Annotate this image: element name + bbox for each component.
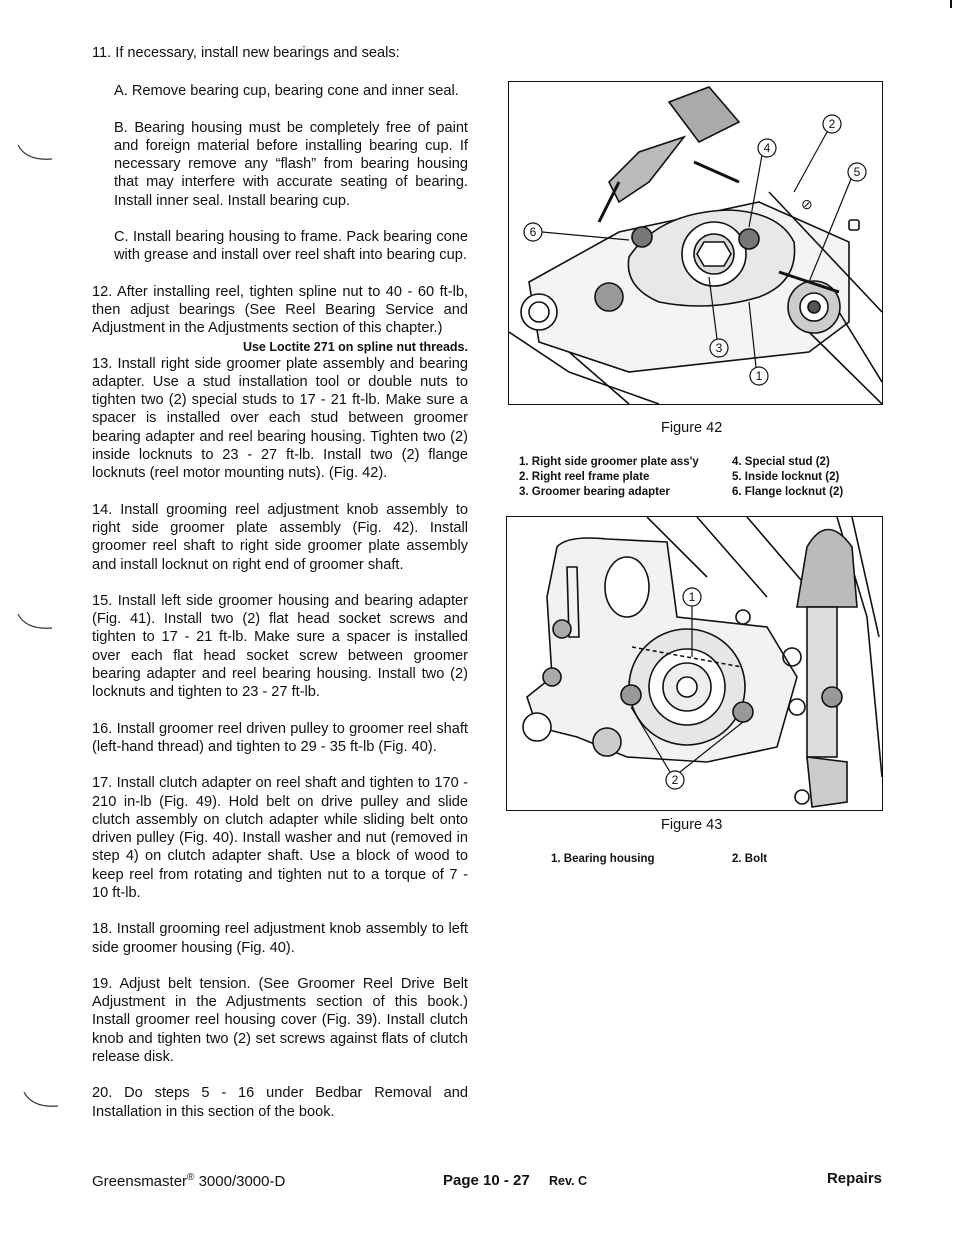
step-20: 20. Do steps 5 - 16 under Bedbar Removal and Installation in this section of the book. <box>92 1085 468 1120</box>
step-17: 17. Install clutch adapter on reel shaft and tighten to 170 - 210 in-lb (Fig. 49). Hold belt on drive pulley and slide clutch assembly on clutch adapter while sliding belt onto driven pulley (Fig. 40). Install washer and nut (removed in step 4) on clutch adapter shaft. Use a block of wood to keep reel from rotating and tighten nut to a torque of 7 - 10 ft-lb. <box>92 775 468 901</box>
fig42-legend-item: 2. Right reel frame plate <box>519 471 650 483</box>
registered-mark: ® <box>187 1172 195 1183</box>
footer-revision: Rev. C <box>549 1174 587 1188</box>
footer-product-name <box>92 1172 285 1190</box>
fig42-legend-item: 5. Inside locknut (2) <box>732 471 840 483</box>
step-16: 16. Install groomer reel driven pulley to groomer reel shaft (left-hand thread) and tighten to 29 - 35 ft-lb (Fig. 40). <box>92 720 468 755</box>
figure-42-caption: Figure 42 <box>661 420 723 436</box>
step-11: 11. If necessary, install new bearings and seals: <box>92 45 400 61</box>
figure-43-legend-left <box>551 852 655 867</box>
procedure-text-column <box>92 44 468 1139</box>
figure-43-illustration <box>506 516 883 811</box>
figure-42-legend-left <box>519 455 699 500</box>
fig43-callout-1: 1 <box>688 590 696 604</box>
groomer-plate-drawing <box>509 82 882 404</box>
fig42-callout-4: 4 <box>763 141 771 155</box>
fig42-callout-1: 1 <box>755 369 763 383</box>
page-edge-mark <box>950 0 952 8</box>
fig42-legend-item: 3. Groomer bearing adapter <box>519 486 670 498</box>
fig42-legend-item: 6. Flange locknut (2) <box>732 486 844 498</box>
footer-section-name: Repairs <box>826 1170 882 1187</box>
loctite-note: Use Loctite 271 on spline nut threads. <box>242 339 468 354</box>
step-12: 12. After installing reel, tighten spline nut to 40 - 60 ft-lb, then adjust bearings (See Reel Bearing Service and Adjustment in the Adjustments section of this chapter.) <box>92 283 468 337</box>
fig42-legend-item: 4. Special stud (2) <box>732 456 830 468</box>
fig43-legend-item: 1. Bearing housing <box>551 853 655 865</box>
fig42-callout-5: 5 <box>853 165 861 179</box>
binder-hole-mark <box>16 612 56 634</box>
binder-hole-mark <box>16 143 56 165</box>
fig42-callout-3: 3 <box>715 341 723 355</box>
step-11a: A. Remove bearing cup, bearing cone and inner seal. <box>114 83 459 100</box>
fig42-legend-item: 1. Right side groomer plate ass'y <box>519 456 699 468</box>
figure-43-caption: Figure 43 <box>661 817 723 833</box>
footer-page-number: Page 10 - 27 <box>443 1172 530 1189</box>
step-11b: B. Bearing housing must be completely free of paint and foreign material before installing bearing cup. If necessary remove any “flash” from bearing housing that may interfere with accurate seating of bearing. Install inner seal. Install bearing cup. <box>114 119 468 209</box>
step-18: 18. Install grooming reel adjustment knob assembly to left side groomer housing (Fig. 40). <box>92 921 468 956</box>
fig43-callout-2: 2 <box>671 773 679 787</box>
step-15: 15. Install left side groomer housing and bearing adapter (Fig. 41). Install two (2) flat head socket screws and tighten to 17 - 21 ft-lb. Make sure a spacer is installed over each flat head socket screw between groomer bearing adapter and reel bearing housing. Install two (2) locknuts and tighten to 23 - 27 ft-lb. <box>92 592 468 701</box>
fig42-callout-2: 2 <box>828 117 836 131</box>
footer-product: Greensmaster <box>92 1173 188 1190</box>
footer-model: 3000/3000-D <box>194 1173 286 1190</box>
binder-hole-mark <box>22 1090 62 1112</box>
fig42-callout-6: 6 <box>529 225 537 239</box>
bearing-housing-drawing <box>507 517 882 810</box>
step-11c: C. Install bearing housing to frame. Pack bearing cone with grease and install over reel shaft into bearing cup. <box>114 229 468 264</box>
fig43-legend-item: 2. Bolt <box>732 853 768 865</box>
figure-42-illustration <box>508 81 883 405</box>
step-14: 14. Install grooming reel adjustment knob assembly to right side groomer plate assembly (Fig. 42). Install groomer reel shaft to right side groomer plate assembly and install locknut on right end of groomer shaft. <box>92 501 468 573</box>
figure-43-legend-right <box>732 852 767 867</box>
svg-text:⊘: ⊘ <box>801 196 813 212</box>
step-13: 13. Install right side groomer plate assembly and bearing adapter. Use a stud installation tool or double nuts to tighten two (2) special studs to 17 - 21 ft-lb. Make sure a spacer is installed over each stud between groomer bearing adapter and reel bearing housing. Tighten two (2) inside locknuts to 23 - 27 ft-lb. Install two (2) flange locknuts (reel motor mounting nuts). (Fig. 42). <box>92 355 468 482</box>
step-19: 19. Adjust belt tension. (See Groomer Reel Drive Belt Adjustment in the Adjustments section of this book.) Install groomer reel housing cover (Fig. 39). Install clutch knob and tighten two (2) set screws against flats of clutch release disk. <box>92 975 468 1066</box>
figure-42-legend-right <box>732 455 843 500</box>
